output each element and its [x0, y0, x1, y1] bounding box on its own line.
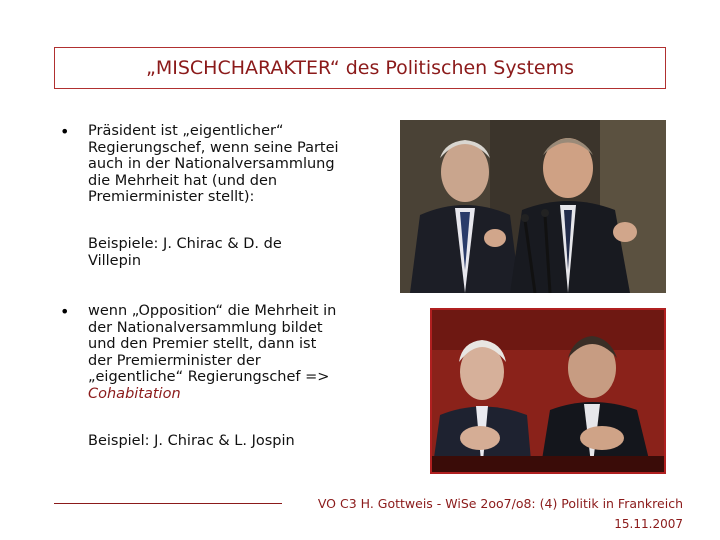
bullet-2-marker: •	[60, 302, 70, 321]
bullet-1-example: Beispiele: J. Chirac & D. de Villepin	[88, 236, 282, 269]
bullet-2-example: Beispiel: J. Chirac & L. Jospin	[88, 433, 295, 449]
footer-course: VO C3 H. Gottweis - WiSe 2oo7/o8: (4) Politik in Frankreich	[317, 496, 683, 511]
arrow-symbol: =>	[305, 369, 330, 385]
slide-title: „MISCHCHARAKTER“ des Politischen Systems	[54, 47, 666, 89]
bullet-1-marker: •	[60, 122, 70, 141]
bullet-2-main-text: wenn „Opposition“ die Mehrheit in der Nationalversammlung bildet und den Premier stellt, dann ist der Premierminister der „eigentliche“ Regierungschef	[88, 303, 337, 385]
photo-chirac-villepin	[400, 120, 666, 293]
cohabitation-term: Cohabitation	[88, 385, 181, 402]
footer-divider	[54, 503, 282, 504]
bullet-2-text	[88, 303, 338, 402]
footer-date: 15.11.2007	[614, 517, 683, 531]
photo-chirac-jospin	[430, 308, 666, 474]
bullet-1-text: Präsident ist „eigentlicher“ Regierungschef, wenn seine Partei auch in der Nationalversammlung die Mehrheit hat (und den Premierminister stellt):	[88, 123, 339, 205]
